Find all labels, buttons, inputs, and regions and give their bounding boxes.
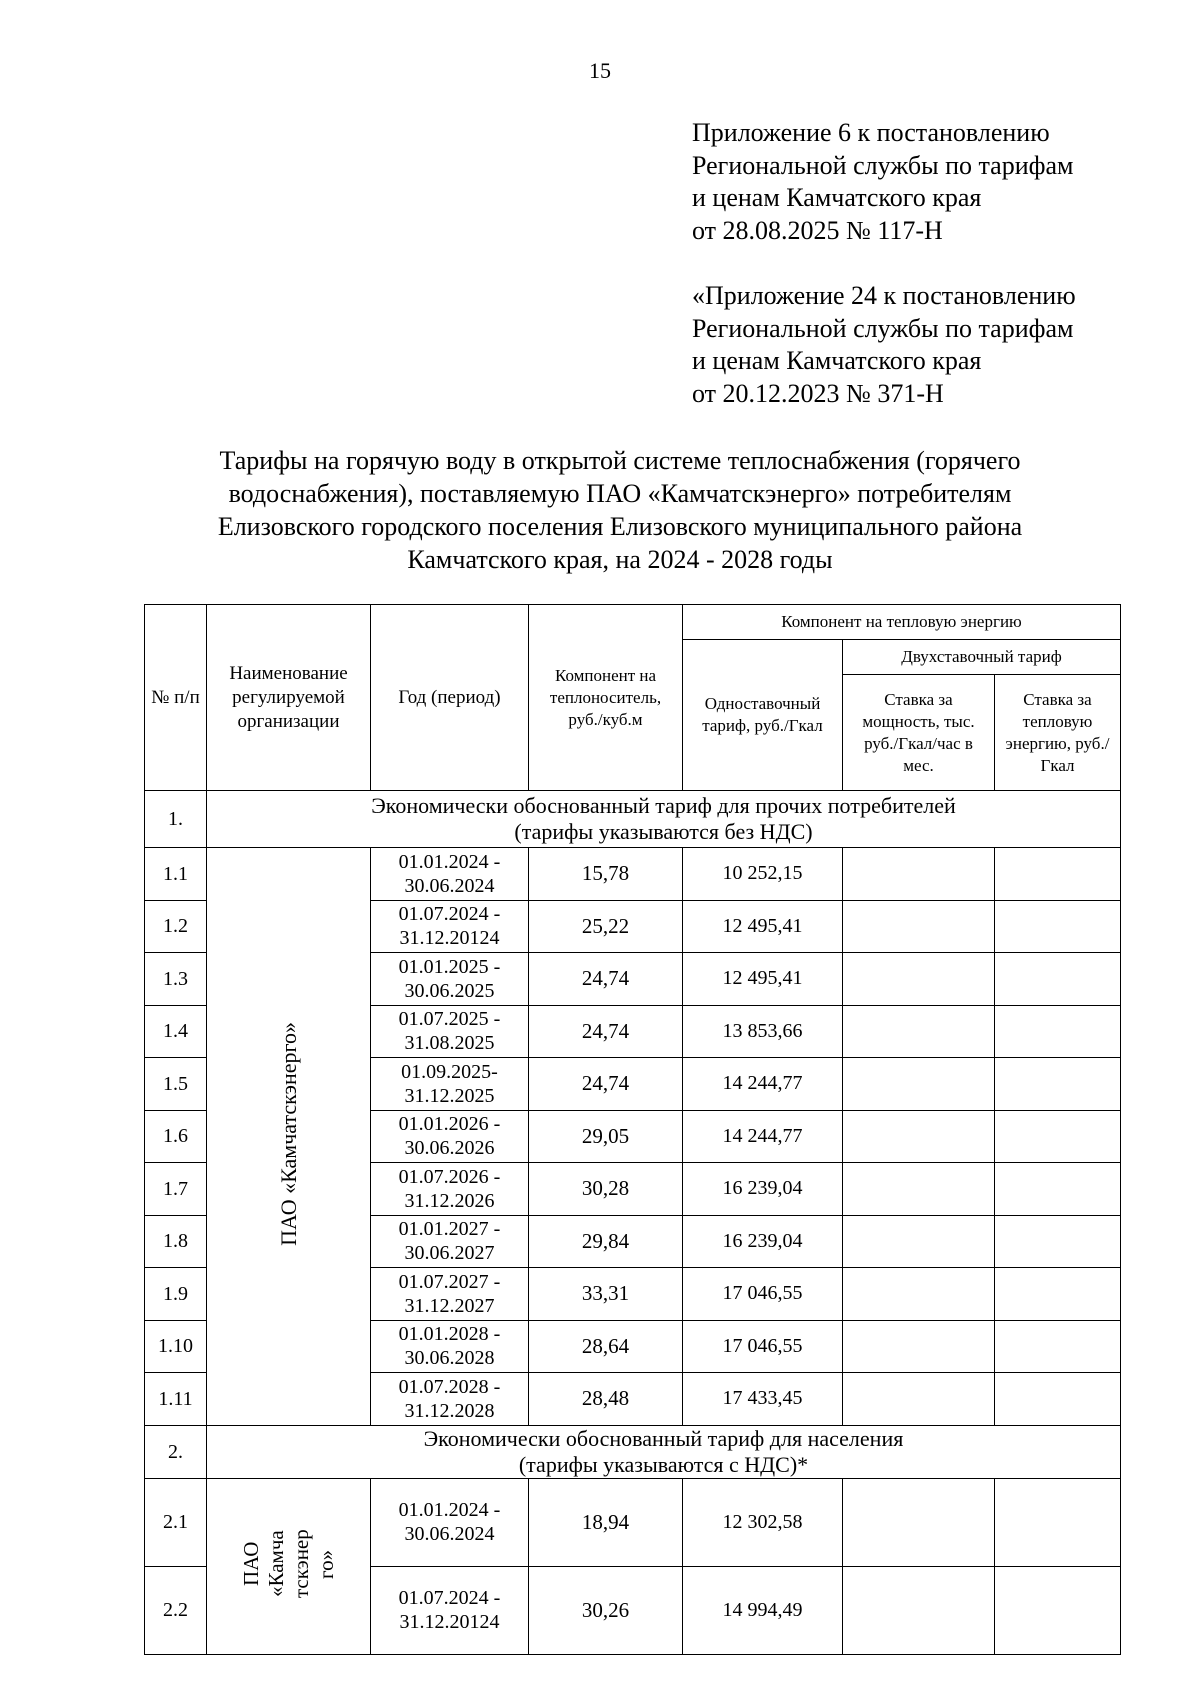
- period-start: 01.07.2024 -: [398, 903, 501, 926]
- header-number: № п/п: [145, 605, 207, 791]
- single-rate-value: 14 994,49: [683, 1567, 843, 1654]
- coolant-component-value: 24,74: [529, 1058, 683, 1111]
- table-row: [145, 1478, 1121, 1567]
- period-end: 31.08.2025: [404, 1032, 495, 1055]
- capacity-rate-value: [843, 1268, 995, 1321]
- energy-rate-value: [995, 953, 1121, 1006]
- period-start: 01.07.2028 -: [398, 1375, 501, 1398]
- row-period: [371, 1163, 529, 1216]
- coolant-component-value: 15,78: [529, 848, 683, 901]
- period-start: 01.01.2025 -: [398, 955, 501, 978]
- capacity-rate-value: [843, 1110, 995, 1163]
- coolant-component-value: 24,74: [529, 1005, 683, 1058]
- coolant-component-value: 30,26: [529, 1567, 683, 1654]
- row-number: 1.6: [145, 1110, 207, 1163]
- single-rate-value: 12 495,41: [683, 900, 843, 953]
- header-organization: Наименование регулируемой организации: [207, 605, 371, 791]
- section-title-line: Экономически обоснованный тариф для населения: [423, 1425, 904, 1451]
- energy-rate-value: [995, 1110, 1121, 1163]
- row-number: 1.7: [145, 1163, 207, 1216]
- single-rate-value: 12 302,58: [683, 1478, 843, 1567]
- header-period: Год (период): [371, 605, 529, 791]
- table-row: [145, 848, 1121, 901]
- row-period: [371, 1005, 529, 1058]
- single-rate-value: 10 252,15: [683, 848, 843, 901]
- single-rate-value: 17 433,45: [683, 1373, 843, 1426]
- section-1-row: [145, 791, 1121, 848]
- header-single-rate: Одноставочный тариф, руб./Гкал: [683, 640, 843, 791]
- title-line: Тарифы на горячую воду в открытой системе теплоснабжения (горячего: [219, 446, 1021, 475]
- header-row: [145, 605, 1121, 640]
- row-number: 1.1: [145, 848, 207, 901]
- capacity-rate-value: [843, 953, 995, 1006]
- section-1-title: [207, 791, 1121, 848]
- organization-name: [239, 1479, 339, 1649]
- appendix-line: Региональной службы по тарифам: [692, 313, 1074, 343]
- organization-name-line: «Камча: [263, 1530, 288, 1597]
- organization-name-cell: [207, 1478, 371, 1654]
- period-start: 01.07.2024 -: [398, 1587, 501, 1610]
- capacity-rate-value: [843, 1005, 995, 1058]
- period-end: 30.06.2024: [404, 874, 495, 897]
- capacity-rate-value: [843, 1567, 995, 1654]
- appendix-header-original: [692, 280, 1076, 410]
- row-number: 1.9: [145, 1268, 207, 1321]
- section-1-number: 1.: [145, 791, 207, 848]
- row-period: [371, 848, 529, 901]
- coolant-component-value: 24,74: [529, 953, 683, 1006]
- section-2-title: [207, 1425, 1121, 1478]
- period-end: 31.12.2025: [404, 1084, 495, 1107]
- capacity-rate-value: [843, 1215, 995, 1268]
- appendix-line: Региональной службы по тарифам: [692, 150, 1074, 180]
- organization-name: ПАО «Камчатскэнерго»: [275, 1021, 301, 1246]
- row-number: 1.8: [145, 1215, 207, 1268]
- row-period: [371, 1110, 529, 1163]
- tariff-table: [144, 604, 1121, 1655]
- capacity-rate-value: [843, 1163, 995, 1216]
- appendix-line: и ценам Камчатского края: [692, 346, 982, 375]
- row-period: [371, 953, 529, 1006]
- row-number: 1.2: [145, 900, 207, 953]
- period-end: 31.12.2028: [404, 1399, 495, 1422]
- energy-rate-value: [995, 1320, 1121, 1373]
- capacity-rate-value: [843, 900, 995, 953]
- energy-rate-value: [995, 1163, 1121, 1216]
- header-energy-rate: Ставка за тепловую энергию, руб./Гкал: [995, 675, 1121, 791]
- period-start: 01.01.2026 -: [398, 1113, 501, 1136]
- row-number: 2.2: [145, 1567, 207, 1654]
- coolant-component-value: 29,05: [529, 1110, 683, 1163]
- row-number: 1.4: [145, 1005, 207, 1058]
- row-period: [371, 1373, 529, 1426]
- document-title: [140, 444, 1100, 576]
- organization-name-line: тскэнер: [288, 1529, 313, 1598]
- period-end: 31.12.2026: [404, 1189, 495, 1212]
- section-title-line: (тарифы указываются без НДС): [514, 819, 813, 844]
- single-rate-value: 12 495,41: [683, 953, 843, 1006]
- coolant-component-value: 25,22: [529, 900, 683, 953]
- energy-rate-value: [995, 1268, 1121, 1321]
- period-end: 30.06.2027: [404, 1242, 495, 1265]
- organization-name-line: го»: [313, 1548, 338, 1579]
- section-title-line: Экономически обоснованный тариф для прочих потребителей: [371, 793, 956, 818]
- energy-rate-value: [995, 900, 1121, 953]
- capacity-rate-value: [843, 1478, 995, 1567]
- coolant-component-value: 18,94: [529, 1478, 683, 1567]
- row-number: 1.11: [145, 1373, 207, 1426]
- header-heat-component: Компонент на тепловую энергию: [683, 605, 1121, 640]
- row-period: [371, 1058, 529, 1111]
- row-period: [371, 1567, 529, 1654]
- period-end: 31.12.2027: [404, 1294, 495, 1317]
- coolant-component-value: 28,48: [529, 1373, 683, 1426]
- title-line: Елизовского городского поселения Елизовского муниципального района: [217, 512, 1023, 541]
- organization-name-cell: [207, 848, 371, 1426]
- title-line: Камчатского края, на 2024 - 2028 годы: [407, 545, 833, 574]
- appendix-line: от 28.08.2025 № 117-Н: [692, 215, 943, 245]
- section-2-number: 2.: [145, 1425, 207, 1478]
- section-2-row: [145, 1425, 1121, 1478]
- capacity-rate-value: [843, 1320, 995, 1373]
- row-number: 1.10: [145, 1320, 207, 1373]
- period-end: 31.12.20124: [399, 1611, 500, 1634]
- single-rate-value: 16 239,04: [683, 1215, 843, 1268]
- row-period: [371, 1268, 529, 1321]
- row-number: 1.5: [145, 1058, 207, 1111]
- coolant-component-value: 33,31: [529, 1268, 683, 1321]
- period-start: 01.07.2027 -: [398, 1270, 501, 1293]
- energy-rate-value: [995, 1567, 1121, 1654]
- single-rate-value: 17 046,55: [683, 1320, 843, 1373]
- period-start: 01.01.2027 -: [398, 1218, 501, 1241]
- period-start: 01.07.2025 -: [398, 1008, 501, 1031]
- energy-rate-value: [995, 1373, 1121, 1426]
- period-start: 01.07.2026 -: [398, 1165, 501, 1188]
- appendix-line: и ценам Камчатского края: [692, 183, 982, 212]
- period-end: 30.06.2026: [404, 1137, 495, 1160]
- header-coolant-component: Компонент на теплоноситель, руб./куб.м: [529, 605, 683, 791]
- capacity-rate-value: [843, 1373, 995, 1426]
- organization-name-line: ПАО: [238, 1541, 263, 1586]
- row-period: [371, 1320, 529, 1373]
- single-rate-value: 17 046,55: [683, 1268, 843, 1321]
- single-rate-value: 16 239,04: [683, 1163, 843, 1216]
- single-rate-value: 13 853,66: [683, 1005, 843, 1058]
- energy-rate-value: [995, 1478, 1121, 1567]
- section-title-line: (тарифы указываются с НДС)*: [518, 1451, 809, 1477]
- row-number: 2.1: [145, 1478, 207, 1567]
- header-capacity-rate: Ставка за мощность, тыс. руб./Гкал/час в мес.: [843, 675, 995, 791]
- period-end: 30.06.2025: [404, 979, 495, 1002]
- coolant-component-value: 28,64: [529, 1320, 683, 1373]
- single-rate-value: 14 244,77: [683, 1058, 843, 1111]
- single-rate-value: 14 244,77: [683, 1110, 843, 1163]
- period-start: 01.01.2024 -: [398, 1499, 501, 1522]
- energy-rate-value: [995, 1058, 1121, 1111]
- row-period: [371, 900, 529, 953]
- row-number: 1.3: [145, 953, 207, 1006]
- capacity-rate-value: [843, 1058, 995, 1111]
- row-period: [371, 1215, 529, 1268]
- title-line: водоснабжения), поставляемую ПАО «Камчатскэнерго» потребителям: [228, 479, 1012, 508]
- energy-rate-value: [995, 1005, 1121, 1058]
- period-end: 30.06.2024: [404, 1523, 495, 1546]
- period-start: 01.09.2025-: [401, 1060, 498, 1083]
- appendix-header-current: [692, 117, 1073, 247]
- appendix-line: «Приложение 24 к постановлению: [692, 281, 1076, 310]
- page-number: 15: [589, 58, 611, 83]
- period-start: 01.01.2028 -: [398, 1323, 501, 1346]
- coolant-component-value: 29,84: [529, 1215, 683, 1268]
- appendix-line: Приложение 6 к постановлению: [692, 118, 1050, 147]
- period-end: 31.12.20124: [399, 927, 500, 950]
- period-end: 30.06.2028: [404, 1347, 495, 1370]
- appendix-line: от 20.12.2023 № 371-Н: [692, 378, 944, 408]
- row-period: [371, 1478, 529, 1567]
- period-start: 01.01.2024 -: [398, 850, 501, 873]
- capacity-rate-value: [843, 848, 995, 901]
- energy-rate-value: [995, 848, 1121, 901]
- header-two-rate: Двухставочный тариф: [843, 640, 1121, 675]
- energy-rate-value: [995, 1215, 1121, 1268]
- coolant-component-value: 30,28: [529, 1163, 683, 1216]
